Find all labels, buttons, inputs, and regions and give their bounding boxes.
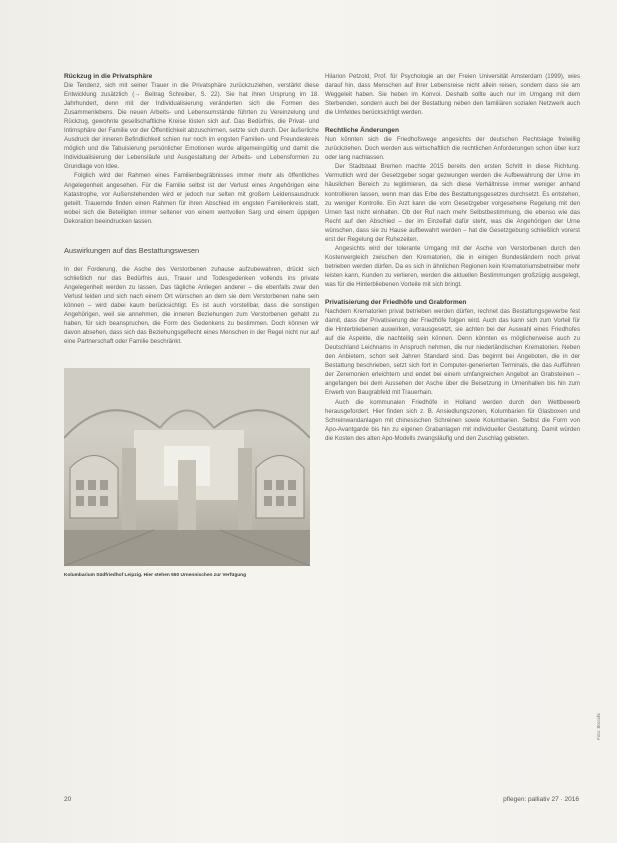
right-column — [325, 72, 580, 443]
section-heading-legal: Rechtliche Änderungen — [325, 127, 400, 135]
photo-caption: Kolumbarium Südfriedhof Leipzig. Hier stehen 550 Urnennischen zur Verfügung — [64, 573, 247, 579]
magazine-footer: pflegen: palliativ 27 · 2016 — [503, 796, 579, 803]
body-paragraph: Die Tendenz, sich mit seiner Trauer in die Privatsphäre zurückzuziehen, verstärkt diese Entwicklung zusätzlich (→ Beitrag Schreiber, S. 22). Sie hat ihren Ursprung im 18. Jahrhundert, denn mit der Individualisierung veränderten sich die Formen des Zusammenlebens. Die neuen Arbeits- und Lebensumstände führten zu Vereinzelung und Rückzug, gewohnte gesellschaftliche Kreise lösten sich auf. Das Bedürfnis, die Privat- und Intimsphäre der Familie vor der Öffentlichkeit abzuschirmen, setzte sich durch. Der äußerliche Ausdruck der inneren Befindlichkeit schien nur noch im engsten Familien- und Freundeskreis möglich und die Tabuisierung persönlicher Emotionen wurde allgemeingültig und damit die Individualisierung der Lebensläufe und Ausgestaltung der Arbeits- und Lebensformen zu Grundlage von Idee. — [64, 82, 319, 171]
section-heading-privacy: Rückzug in die Privatsphäre — [64, 73, 153, 80]
columbarium-photo — [64, 368, 310, 566]
body-paragraph: In der Forderung, die Asche des Verstorbenen zuhause aufzubewahren, drückt sich schließlich nur das Bedürfnis aus, Trauer und Todesgedenken vollends ins private Angelegenheit werden zu lassen. Das tägliche Anliegen anderer – die ebenfalls zwar den Verlust leiden und sich nach einem Ort wünschen an dem sie dem Verstorbenen nahe sein können – wird dabei kaum berücksichtigt. Es ist auch vorstellbar, dass die sonstigen Angehörigen, weil sie annehmen, die inneren Beziehungen zum Verstorbenen gehabt zu haben, für sich beanspruchen, die Form des Gedenkens zu bestimmen. Doch können wir davon absehen, dass sich das Beziehungsgeflecht eines Menschen in der Regel nicht nur auf eine Partnerschaft oder Familie beschränkt. — [64, 265, 319, 346]
body-paragraph: Auch die kommunalen Friedhöfe in Holland werden durch den Wettbewerb herausgefordert. Hier finden sich z. B. Ansiedlungszonen, Kolumbarien für Glasboxen und Schreinwandanlagen mit chinesischen Schreinen sowie Kolumbarien. Selbst die Form von Apo-Avantgarde bis hin zu eigenen Grabanlagen mit individueller Gestaltung. Damit würden die Kosten des alten Apo-Modells zwangsläufig und den Zuschlag gebieten. — [325, 398, 580, 442]
columbarium-illustration — [64, 368, 310, 566]
spacer — [64, 256, 319, 265]
body-paragraph: Nachdem Krematorien privat betrieben werden dürfen, rechnet das Bestattungsgewerbe fest damit, dass der Privatisierung der Friedhöfe folgen wird. Auch das kann sich zum Vorteil für die Hinterbliebenen auswirken, vorausgesetzt, sie achten bei der Auswahl eines Friedhofes auf die Aspekte, die nachteilig sein können. Denn könnten es möglicherweise auch zu Deutschland Leichnams in Anspruch nehmen, die nur niederländischen Krematorien. Neben den Anbietern, schon seit Jahren Standard sind. Das beginnt bei Angeboten, die in der Bestattung beschrieben, setzt sich fort in Computer-generierten Terminals, die das Aufführen der Zeremonien erleichtern und endet bei einem umfangreichen Angebot an Grabsteinen – angefangen bei dem Aussehen der Asche über die Beisetzung in Urnenhallen bis hin zum Erwerb von Baugrabfeld mit Trauerhain. — [325, 308, 580, 397]
spacer — [325, 289, 580, 298]
section-heading-effects: Auswirkungen auf das Bestattungswesen — [64, 245, 200, 255]
page-number: 20 — [64, 796, 72, 803]
body-paragraph: Hilarion Petzold, Prof. für Psychologie an der Freien Universität Amsterdam (1999), wies darauf hin, dass Menschen auf ihrer Lebensreise nicht allein reisen, sondern dass sie am Weggeleit haben. Sie heben im Konvoi. Deshalb sollte auch nur im Umgang mit dem Sterbenden, sondern auch bei der Bestattung neben den familiären sozialen Netzwerk auch die Umfeldes berücksichtigt werden. — [325, 73, 580, 117]
photo-credit: Foto: Brocchi — [596, 713, 601, 740]
spacer — [64, 226, 319, 246]
left-column — [64, 72, 319, 579]
spacer — [325, 117, 580, 126]
section-heading-privatization: Privatisierung der Friedhöfe und Grabformen — [325, 299, 467, 307]
spacer — [64, 346, 319, 368]
body-paragraph: Nun könnten sich die Friedhofswege angesichts der deutschen Rechtslage freiwillig zurückziehen. Doch werden aus wirtschaftlich die rechtlichen Anforderungen schon über kurz oder lang nachlassen. — [325, 136, 580, 162]
body-paragraph: Der Stadtstaat Bremen machte 2015 bereits den ersten Schritt in diese Richtung. Vermutlich wird der Gesetzgeber sogar gezwungen werden die Aufbewahrung der Urne im häuslichen Bereich zu legitimieren, da sich diese Verhältnisse immer weniger anhand kontrollieren lassen, wenn man das Erbe des Bestattungsgesetzes durchsetzt. Es entstehen, zu weniger Kontrolle. Ein Arzt kann die vom Gesetzgeber vorgesehene Regelung mit den Urnen fast nicht einhalten. Ob der Ruf nach mehr Selbstbestimmung, die ebenso wie das Recht auf den Abschied – der im Einzelfall dafür steht, was die Angehörigen der Urne wünschen, dass sie zu Hause aufbewahrt werden – hat die Gesetzgebung schließlich vorerst erst der Regelung der Ruhezeiten. — [325, 163, 580, 243]
body-paragraph: Folglich wird der Rahmen eines Familienbegräbnisses immer mehr als öffentliches Angelegenheit angesehen. Für die Familie selbst ist der Verlust eines Angehörigen eine Katastrophe, vor Außenstehenden wird er jedoch nur selten mit großem Leidensausdruck geteilt. Trauernde finden einen Rahmen für ihren Abschied im engsten Familienkreis statt, wobei sich die Beteiligten immer seltener von einem wertvollen Sarg und einem üppigen Dekoration beeindrucken lassen. — [64, 172, 319, 225]
body-paragraph: Angesichts wird der tolerante Umgang mit der Asche von Verstorbenen durch den Kostenvergleich zwischen den Krematorien, die in einigen Bundesländern noch privat betrieben werden dürfen. Da es sich in ähnlichen Regionen kein Krematoriumsbetreiber mehr leisten kann, Kunden zu verlieren, werden die aktuellen Bestimmungen großzügig ausgelegt, was für die Hinterbliebenen Vorteile mit sich bringt. — [325, 244, 580, 288]
